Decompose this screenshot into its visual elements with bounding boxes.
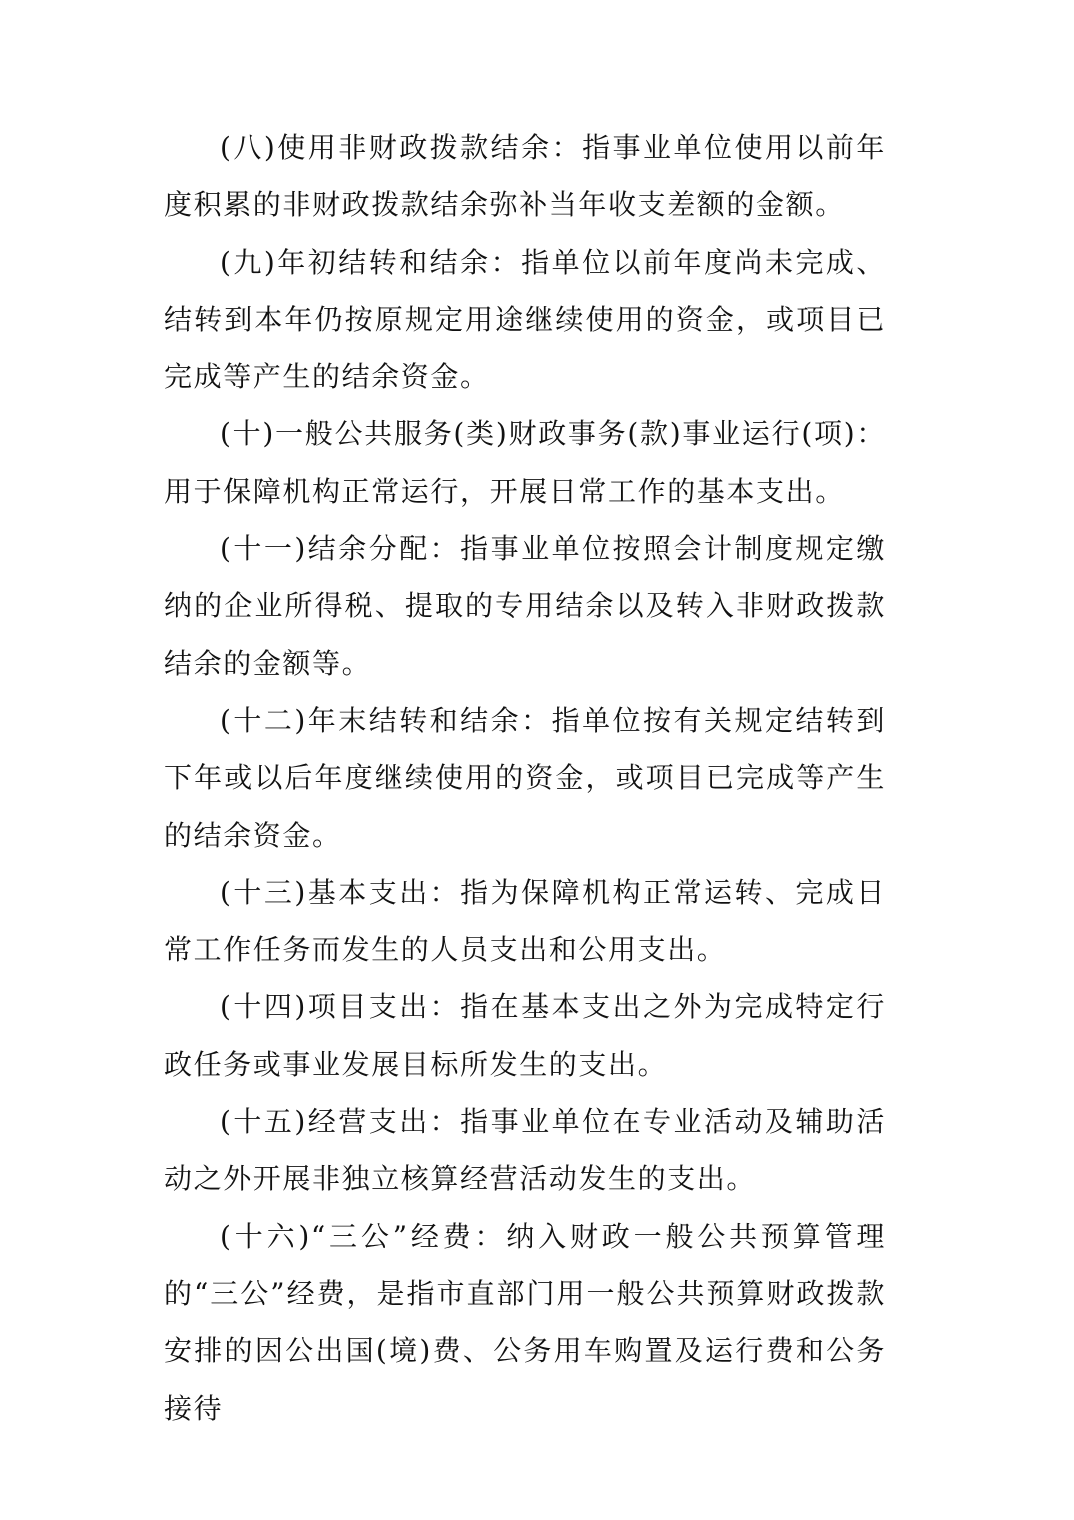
- paragraph-8: (八)使用非财政拨款结余：指事业单位使用以前年度积累的非财政拨款结余弥补当年收支差额的金额。: [164, 131, 886, 222]
- paragraph-13: (十三)基本支出：指为保障机构正常运转、完成日常工作任务而发生的人员支出和公用支出。: [164, 875, 886, 967]
- paragraph-14: (十四)项目支出：指在基本支出之外为完成特定行政任务或事业发展目标所发生的支出。: [164, 990, 886, 1081]
- paragraph-15: (十五)经营支出：指事业单位在专业活动及辅助活动之外开展非独立核算经营活动发生的支出。: [164, 1105, 886, 1196]
- paragraph-10: (十)一般公共服务(类)财政事务(款)事业运行(项)：用于保障机构正常运行，开展日常工作的基本支出。: [164, 417, 886, 508]
- document-page: [164, 119, 886, 1437]
- paragraph-11: (十一)结余分配：指事业单位按照会计制度规定缴纳的企业所得税、提取的专用结余以及转入非财政拨款结余的金额等。: [164, 532, 886, 680]
- paragraph-12: (十二)年末结转和结余：指单位按有关规定结转到下年或以后年度继续使用的资金，或项目已完成等产生的结余资金。: [164, 703, 886, 852]
- paragraph-9: (九)年初结转和结余：指单位以前年度尚未完成、结转到本年仍按原规定用途继续使用的资金，或项目已完成等产生的结余资金。: [164, 245, 886, 394]
- paragraph-16: (十六)“三公”经费：纳入财政一般公共预算管理的“三公”经费，是指市直部门用一般公共预算财政拨款安排的因公出国(境)费、公务用车购置及运行费和公务接待: [164, 1219, 886, 1425]
